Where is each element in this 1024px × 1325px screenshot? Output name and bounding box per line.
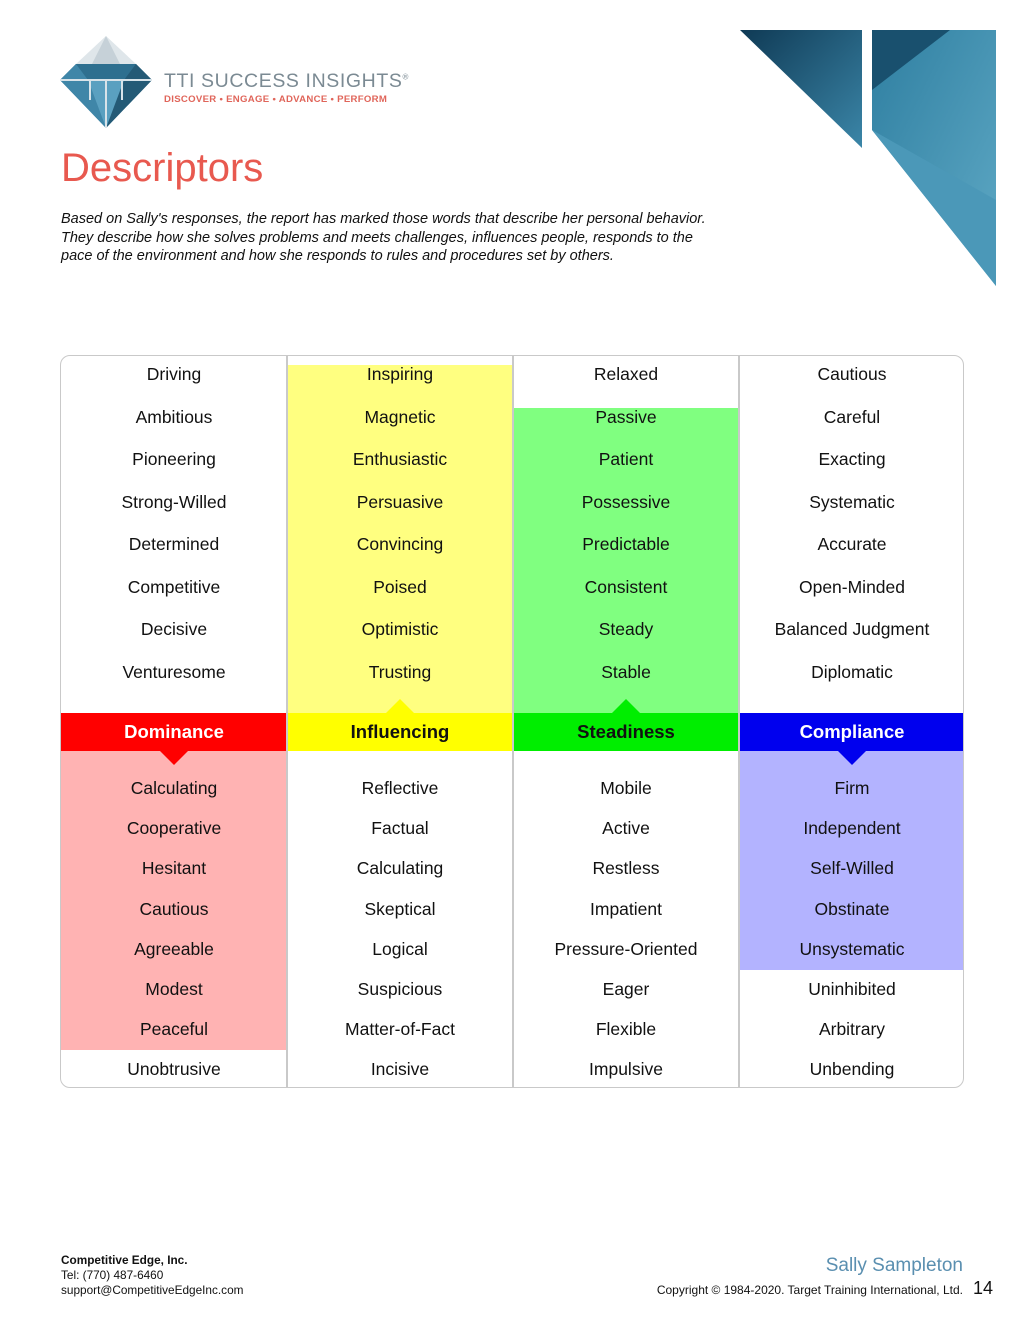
descriptor-word: Steady [598, 619, 654, 639]
descriptor-word: Possessive [581, 491, 671, 512]
descriptor-word: Patient [598, 449, 654, 469]
descriptor-word: Relaxed [593, 364, 659, 384]
brand-tagline: DISCOVER • ENGAGE • ADVANCE • PERFORM [164, 94, 388, 105]
descriptor-word: Persuasive [356, 491, 444, 512]
page-title: Descriptors [61, 146, 264, 190]
descriptor-word: Venturesome [122, 661, 226, 682]
column-divider [512, 356, 514, 1087]
descriptor-word: Stable [601, 661, 651, 682]
descriptor-word: Competitive [127, 576, 221, 597]
descriptor-word: Impulsive [589, 1059, 663, 1080]
copyright: Copyright © 1984-2020. Target Training International, Ltd. [656, 1283, 963, 1297]
company-email: support@CompetitiveEdgeInc.com [61, 1283, 244, 1297]
descriptor-word: Convincing [356, 534, 444, 554]
descriptor-word: Calculating [356, 858, 444, 879]
descriptor-word: Exacting [818, 449, 886, 469]
steadiness-factor-label: Steadiness [513, 713, 739, 751]
descriptor-word: Diplomatic [811, 661, 893, 682]
descriptor-word: Hesitant [141, 858, 207, 879]
descriptor-word: Cautious [139, 898, 209, 919]
descriptor-word: Mobile [600, 778, 652, 798]
descriptor-word: Accurate [817, 534, 887, 554]
descriptor-word: Ambitious [135, 406, 213, 427]
tti-logo [58, 34, 438, 130]
descriptor-word: Consistent [584, 576, 668, 597]
descriptor-word: Strong-Willed [121, 491, 227, 512]
descriptor-word: Poised [373, 576, 427, 597]
descriptor-word: Arbitrary [818, 1019, 886, 1040]
descriptor-word: Flexible [595, 1019, 657, 1040]
influencing-arrow-icon [386, 699, 414, 713]
descriptor-word: Matter-of-Fact [345, 1019, 455, 1040]
descriptor-word: Inspiring [366, 364, 434, 384]
descriptor-word: Incisive [370, 1059, 430, 1080]
descriptor-word: Modest [145, 979, 203, 999]
descriptor-word: Decisive [140, 619, 208, 639]
descriptor-word: Determined [128, 534, 220, 554]
descriptor-word: Eager [602, 979, 650, 999]
footer-contact [61, 1253, 243, 1298]
descriptor-word: Unbending [809, 1059, 895, 1080]
influencing-factor-label: Influencing [287, 713, 513, 751]
compliance-factor-label: Compliance [739, 713, 964, 751]
diamond-gem-icon [58, 34, 154, 130]
descriptor-word: Reflective [361, 778, 439, 798]
descriptor-word: Open-Minded [798, 576, 906, 597]
descriptor-word: Driving [146, 364, 202, 384]
compliance-arrow-icon [838, 751, 866, 765]
respondent-name: Sally Sampleton [825, 1255, 963, 1276]
descriptor-word: Restless [592, 858, 660, 879]
descriptor-word: Self-Willed [810, 858, 894, 879]
descriptor-word: Unsystematic [799, 938, 905, 959]
steadiness-arrow-icon [612, 699, 640, 713]
descriptor-word: Predictable [582, 534, 670, 554]
intro-paragraph: Based on Sally's responses, the report has marked those words that describe her personal behavior. They describe how she solves problems and meets challenges, influences people, responds to the pace of the environment and how she responds to rules and procedures set by others. [61, 211, 706, 265]
descriptor-word: Magnetic [364, 406, 436, 427]
descriptor-word: Pioneering [132, 449, 216, 469]
descriptor-word: Active [602, 818, 650, 839]
dominance-factor-label: Dominance [61, 713, 287, 751]
descriptor-word: Independent [803, 818, 901, 839]
descriptor-word: Systematic [809, 491, 895, 512]
descriptor-word: Careful [823, 406, 881, 427]
descriptor-word: Passive [595, 406, 657, 427]
descriptor-word: Peaceful [139, 1019, 209, 1040]
descriptor-word: Optimistic [361, 619, 439, 639]
descriptor-word: Unobtrusive [127, 1059, 221, 1080]
descriptor-word: Agreeable [134, 938, 214, 959]
descriptor-word: Obstinate [814, 898, 890, 919]
descriptor-word: Pressure-Oriented [554, 938, 698, 959]
descriptor-word: Firm [834, 778, 870, 798]
dominance-arrow-icon [160, 751, 188, 765]
descriptor-grid [60, 355, 964, 1088]
descriptor-word: Enthusiastic [352, 449, 448, 469]
column-divider [286, 356, 288, 1087]
descriptor-word: Uninhibited [808, 979, 896, 999]
descriptor-word: Impatient [590, 898, 662, 919]
descriptor-word: Factual [371, 818, 429, 839]
descriptor-word: Cautious [817, 364, 887, 384]
descriptor-word: Cooperative [126, 818, 222, 839]
descriptor-word: Balanced Judgment [774, 619, 930, 639]
company-name: Competitive Edge, Inc. [61, 1253, 188, 1267]
column-divider [738, 356, 740, 1087]
descriptor-word: Trusting [368, 661, 432, 682]
company-phone: Tel: (770) 487-6460 [61, 1268, 164, 1282]
brand-name: TTI SUCCESS INSIGHTS® [164, 70, 409, 92]
page-number: 14 [972, 1278, 993, 1298]
descriptor-word: Skeptical [364, 898, 436, 919]
descriptor-word: Logical [372, 938, 428, 959]
descriptor-word: Suspicious [357, 979, 443, 999]
descriptor-word: Calculating [130, 778, 218, 798]
decorative-corner-art [740, 30, 996, 286]
